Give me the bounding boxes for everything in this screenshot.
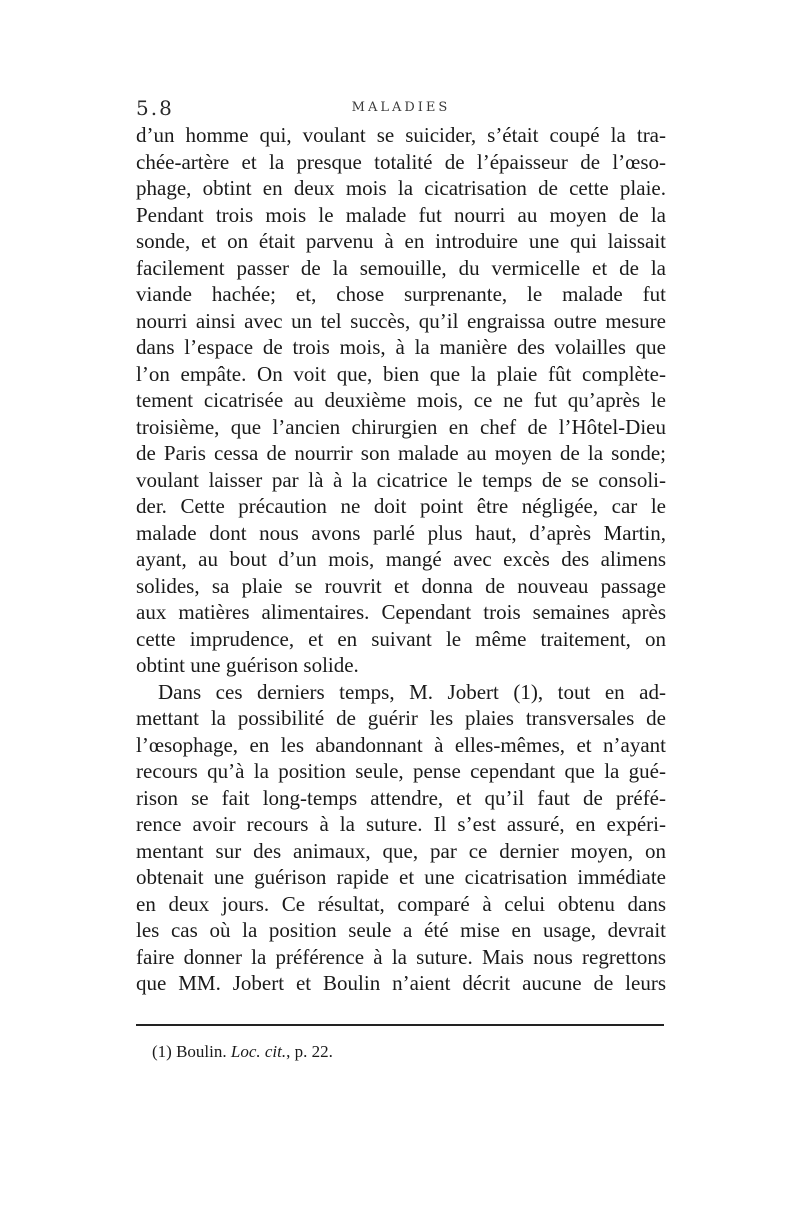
text-line: aux matières alimentaires. Cependant trois semaines après: [136, 600, 666, 624]
text-line: que MM. Jobert et Boulin n’aient décrit aucune de leurs: [136, 971, 666, 995]
text-line: phage, obtint en deux mois la cicatrisation de cette plaie.: [136, 176, 666, 200]
text-line: les cas où la position seule a été mise en usage, devrait: [136, 918, 666, 942]
paragraph-2: [136, 679, 666, 997]
text-line: facilement passer de la semouille, du vermicelle et de la: [136, 255, 666, 280]
text-line: mettant la possibilité de guérir les plaies transversales de: [136, 706, 666, 730]
text-line: de Paris cessa de nourrir son malade au moyen de la sonde;: [136, 441, 666, 465]
text-line: nourri ainsi avec un tel succès, qu’il engraissa outre mesure: [136, 308, 666, 333]
text-line: obtint une guérison solide.: [136, 653, 359, 677]
text-line: en deux jours. Ce résultat, comparé à celui obtenu dans: [136, 891, 666, 916]
text-line: Pendant trois mois le malade fut nourri au moyen de la: [136, 202, 666, 227]
text-line: der. Cette précaution ne doit point être négligée, car le: [136, 494, 666, 518]
text-line: Dans ces derniers temps, M. Jobert (1), tout en ad-: [158, 679, 666, 704]
text-line: sonde, et on était parvenu à en introduire une qui laissait: [136, 229, 666, 253]
text-line: troisième, que l’ancien chirurgien en chef de l’Hôtel-Dieu: [136, 414, 666, 439]
footnote-marker: (1) Boulin.: [152, 1042, 231, 1061]
footnote: [152, 1042, 333, 1062]
text-line: cette imprudence, et en suivant le même traitement, on: [136, 626, 666, 651]
page-number: 5.8: [136, 96, 174, 120]
footnote-rule: [136, 1024, 664, 1026]
text-line: ayant, au bout d’un mois, mangé avec excès des alimens: [136, 547, 666, 571]
text-line: mentant sur des animaux, que, par ce dernier moyen, on: [136, 838, 666, 863]
text-line: rence avoir recours à la suture. Il s’est assuré, en expéri-: [136, 812, 666, 836]
text-line: tement cicatrisée au deuxième mois, ce ne fut qu’après le: [136, 388, 666, 412]
text-line: recours qu’à la position seule, pense cependant que la gué-: [136, 759, 666, 783]
text-line: malade dont nous avons parlé plus haut, d’après Martin,: [136, 520, 666, 545]
text-line: rison se fait long-temps attendre, et qu’il faut de préfé-: [136, 785, 666, 810]
footnote-page: , p. 22.: [286, 1042, 333, 1061]
text-line: chée-artère et la presque totalité de l’épaisseur de l’œso-: [136, 149, 666, 174]
text-line: l’œsophage, en les abandonnant à elles-mêmes, et n’ayant: [136, 732, 666, 757]
text-line: viande hachée; et, chose surprenante, le malade fut: [136, 282, 666, 306]
text-line: l’on empâte. On voit que, bien que la plaie fût complète-: [136, 361, 666, 386]
running-head: MALADIES: [351, 100, 451, 115]
text-line: dans l’espace de trois mois, à la manière des volailles que: [136, 335, 666, 359]
page-header: [136, 96, 666, 120]
body-text: [136, 122, 666, 997]
footnote-reference: Loc. cit.: [230, 1042, 287, 1061]
text-line: voulant laisser par là à la cicatrice le temps de se consoli-: [136, 467, 666, 492]
text-line: faire donner la préférence à la suture. Mais nous regrettons: [136, 944, 666, 969]
text-line: obtenait une guérison rapide et une cicatrisation immédiate: [136, 865, 666, 889]
text-line: solides, sa plaie se rouvrit et donna de nouveau passage: [136, 573, 666, 598]
text-line: d’un homme qui, voulant se suicider, s’était coupé la tra-: [136, 123, 666, 147]
paragraph-1: [136, 122, 666, 679]
